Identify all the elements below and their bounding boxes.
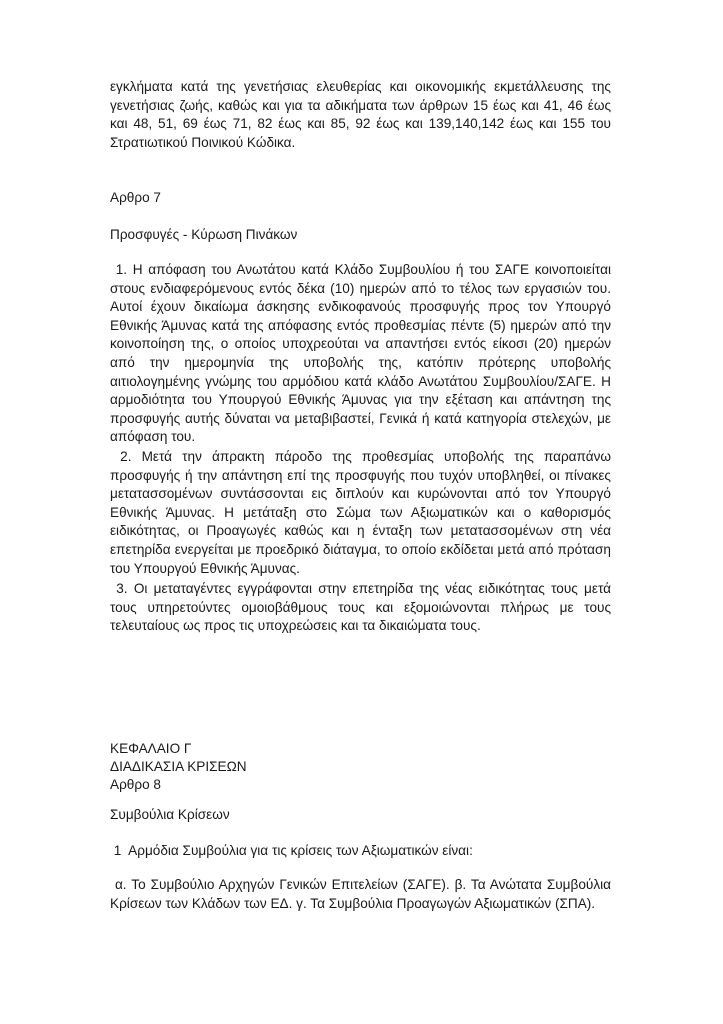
article-7-heading: Αρθρο 7: [110, 190, 161, 205]
article-7-subheading: Προσφυγές - Κύρωση Πινάκων: [110, 227, 298, 242]
chapter-title: ΚΕΦΑΛΑΙΟ Γ: [110, 741, 192, 756]
article-8-heading: Αρθρο 8: [110, 777, 161, 792]
article-7-paragraph-2: 2. Μετά την άπρακτη πάροδο της προθεσμίας υποβολής της παραπάνω προσφυγής ή την απάντηση επί της προσφυγής που τυχόν υποβληθεί, οι πίνακες μετατασσομένων συντάσσονται εις διπλούν και κυρώνονται από τον Υπουργό Εθνικής Άμυνας. Η μετάταξη στο Σώμα των Αξιωματικών και ο καθορισμός ειδικότητας, οι Προαγωγές καθώς και η ένταξη των μετατασσομένων στη νέα επετηρίδα ενεργείται με προεδρικό διάταγμα, το οποίο εκδίδεται μετά από πρόταση του Υπουργού Εθνικής Άμυνας.: [110, 449, 615, 576]
article-7-paragraph-3: 3. Οι μεταταγέντες εγγράφονται στην επετηρίδα της νέας ειδικότητας τους μετά τους υπηρετούντες ομοιοβάθμους τους και εξομοιώνονται πλήρως με τους τελευταίους ως προς τις υποχρεώσεις και τα δικαιώματα τους.: [110, 581, 615, 634]
continuation-paragraph: εγκλήματα κατά της γενετήσιας ελευθερίας και οικονομικής εκμετάλλευσης της γενετήσιας ζωής, καθώς και για τα αδικήματα των άρθρων 15 έως και 41, 46 έως και 48, 51, 69 έως 71, 82 έως και 85, 92 έως και 139,140,142 έως και 155 του Στρατιωτικού Ποινικού Κώδικα.: [110, 79, 611, 150]
article-7-paragraph-1: 1. Η απόφαση του Ανωτάτου κατά Κλάδο Συμβουλίου ή του ΣΑΓΕ κοινοποιείται στους ενδιαφερόμενους εντός δέκα (10) ημερών από το τέλος των εργασιών του. Αυτοί έχουν δικαίωμα άσκησης ενδικοφανούς προσφυγής προς τον Υπουργό Εθνικής Άμυνας κατά της απόφασης εντός προθεσμίας πέντε (5) ημερών από την κοινοποίηση της, ο οποίος υποχρεούται να απαντήσει εντός είκοσι (20) ημερών από την ημερομηνία της υποβολής της, κατόπιν πρότερης υποβολής αιτιολογημένης γνώμης του αρμόδιου κατά κλάδο Ανωτάτου Συμβουλίου/ΣΑΓΕ. Η αρμοδιότητα του Υπουργού Εθνικής Άμυνας για την εξέταση και απάντηση της προσφυγής αυτής δύναται να μεταβιβαστεί, Γενικά ή κατά κατηγορία στελεχών, με απόφαση του.: [110, 262, 615, 445]
article-8-subheading: Συμβούλια Κρίσεων: [110, 807, 230, 822]
article-8-item-1-text: α. Το Συμβούλιο Αρχηγών Γενικών Επιτελείων (ΣΑΓΕ). β. Τα Ανώτατα Συμβούλια Κρίσεων των Κλάδων των ΕΔ. γ. Τα Συμβούλια Προαγωγών Αξιωματικών (ΣΠΑ).: [110, 877, 615, 911]
chapter-name: ΔΙΑΔΙΚΑΣΙΑ ΚΡΙΣΕΩΝ: [110, 759, 247, 774]
article-8-item-1: 1 Αρμόδια Συμβούλια για τις κρίσεις των Αξιωματικών είναι:: [110, 843, 473, 858]
